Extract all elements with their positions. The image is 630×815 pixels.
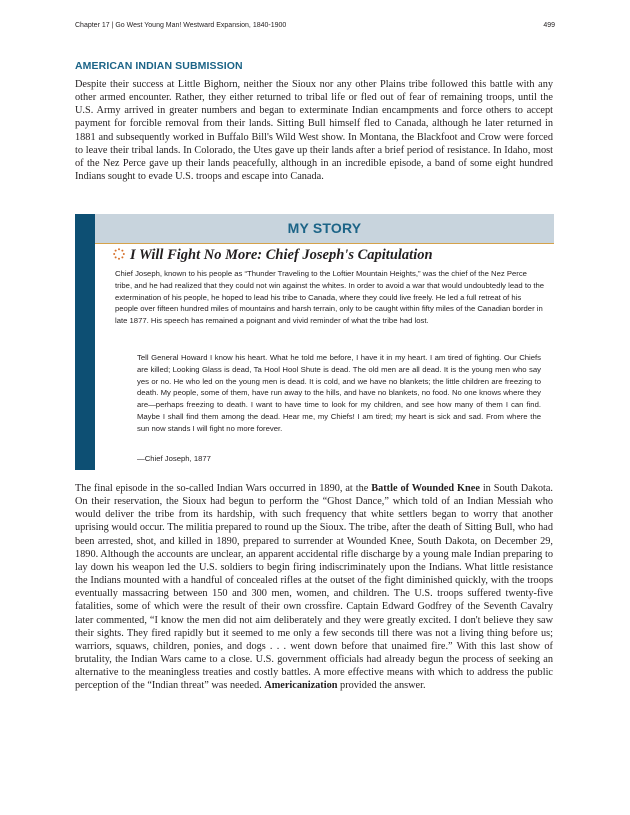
key-term-americanization: Americanization [264, 680, 338, 692]
quote-attribution: —Chief Joseph, 1877 [137, 454, 211, 463]
feature-banner [95, 214, 554, 244]
my-story-feature-box [75, 214, 554, 470]
intro-paragraph: Despite their success at Little Bighorn, neither the Sioux nor any other Plains tribe followed this battle with any other armed encounter. Rather, they either returned to tribal life or fled out of fear of remaining troops, until the U.S. Army arrived in greater numbers and began to exterminate Indian encampments and force others to accept payment for forcible removal from their lands. Sitting Bull himself fled to Canada, although he later returned in 1881 and subsequently worked in Buffalo Bill's Wild West show. In Montana, the Blackfoot and Crow were forced to leave their tribal lands. In Colorado, the Utes gave up their lands after a brief period of resistance. In Idaho, most of the Nez Perce gave up their lands peacefully, although in an incredible episode, a band of some eight hundred Indians sought to evade U.S. troops and escape into Canada. [75, 79, 553, 183]
story-intro: Chief Joseph, known to his people as “Thunder Traveling to the Loftier Mountain Heights,” was the chief of the Nez Perce tribe, and he had realized that they could not win against the whites. In order to avoid a war that would undoubtedly lead to the extermination of his people, he hoped to lead his tribe to Canada, where they could live freely. He led a full retreat of his people over fifteen hundred miles of mountains and harsh terrain, only to be caught within fifty miles of the Canadian border in late 1877. His speech has remained a poignant and vivid reminder of what the tribe had lost. [115, 269, 545, 326]
story-title-text: I Will Fight No More: Chief Joseph's Capitulation [130, 247, 433, 263]
story-title [113, 247, 433, 264]
chapter-title: Chapter 17 | Go West Young Man! Westward Expansion, 1840-1900 [75, 22, 287, 29]
running-header [75, 22, 555, 29]
chief-joseph-quote: Tell General Howard I know his heart. What he told me before, I have it in my heart. I am tired of fighting. Our Chiefs are killed; Looking Glass is dead, Ta Hool Hool Shute is dead. The old men are all dead. It is the young men who say yes or no. He who led on the young men is dead. It is cold, and we have no blankets; the little children are freezing to death. My people, some of them, have run away to the hills, and have no blankets, no food. No one knows where they are—perhaps freezing to death. I want to have time to look for my children, and see how many of them I can find. Maybe I shall find them among the dead. Hear me, my Chiefs! I am tired; my heart is sick and sad. From where the sun now stands I will fight no more forever. [137, 353, 541, 433]
wounded-knee-paragraph [75, 482, 553, 693]
feature-banner-label: MY STORY [287, 220, 362, 236]
paragraph-text: The final episode in the so-called Indian Wars occurred in 1890, at the [75, 483, 372, 494]
key-term-wounded-knee: Battle of Wounded Knee [371, 483, 480, 494]
paragraph-text: in South Dakota. On their reservation, the Sioux had begun to perform the “Ghost Dance,” which told of an Indian Messiah who would deliver the tribe from its hardship, with such frequency that white settlers began to worry that another uprising would occur. The militia prepared to round up the Sioux. The tribe, after the death of Sitting Bull, who had been arrested, shot, and killed in 1890, prepared to surrender at Wounded Knee, South Dakota, on December 29, 1890. Although the accounts are unclear, an apparent accidental rifle discharge by a young male Indian preparing to lay down his weapon led the U.S. soldiers to begin firing indiscriminately upon the Indians. What little resistance the Indians mounted with a handful of concealed rifles at the outset of the fight diminished quickly, with the troops eventually massacring between 150 and 300 men, women, and children. The U.S. troops suffered twenty-five fatalities, some of which were the result of their own crossfire. Captain Edward Godfrey of the Seventh Cavalry later commented, “I know the men did not aim deliberately and they were greatly excited. I don't believe they saw their sights. They fired rapidly but it seemed to me only a few seconds till there was not a living thing before us; warriors, squaws, children, ponies, and dogs . . . went down before that unaimed fire.” With this last show of brutality, the Indian Wars came to a close. U.S. government officials had already begun the process of seeking an alternative to the meaningless treaties and costly battles. A more effective means with which to address the public perception of the “Indian threat” was needed. [75, 483, 554, 692]
section-heading: AMERICAN INDIAN SUBMISSION [75, 60, 243, 72]
page-number: 499 [543, 22, 555, 29]
paragraph-text: provided the answer. [337, 680, 426, 692]
feature-sidebar-bar [75, 214, 95, 470]
starburst-icon [113, 248, 125, 260]
